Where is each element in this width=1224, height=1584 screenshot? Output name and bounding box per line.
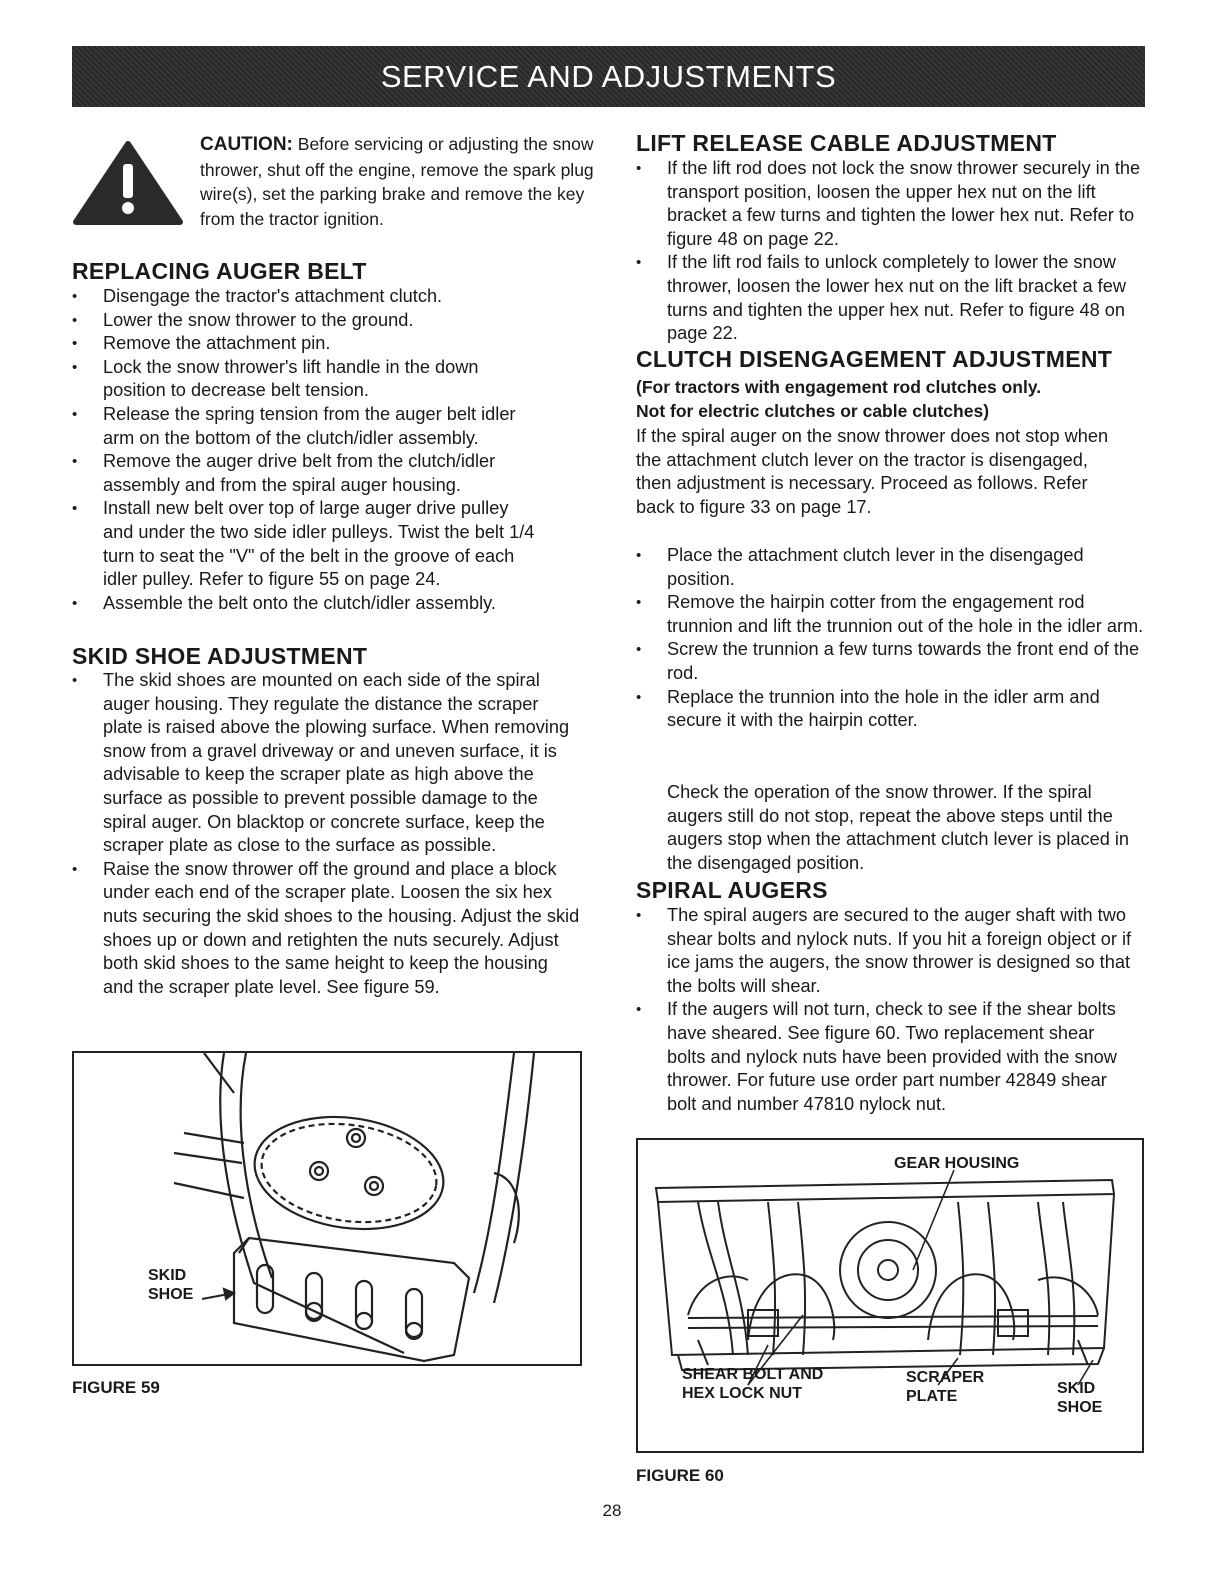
heading-replacing-auger-belt: REPLACING AUGER BELT	[72, 258, 367, 284]
skid-label-1: SKID	[148, 1267, 187, 1284]
figure-59	[72, 1051, 582, 1366]
heading-clutch-disengagement: CLUTCH DISENGAGEMENT ADJUSTMENT	[636, 346, 1113, 372]
list-item: • Remove the hairpin cotter from the engagement rod trunnion and lift the trunnion out of the hole in the idler arm.	[636, 591, 1146, 638]
list-item: • Install new belt over top of large auger drive pulley and under the two side idler pulleys. Twist the belt 1/4 turn to seat the "V" of the belt in the groove of each idler pulley. Refer to figure 55 on page 24.	[72, 497, 542, 591]
list-item: • The spiral augers are secured to the auger shaft with two shear bolts and nylock nuts. If you hit a foreign object or if ice jams the augers, the snow thrower is designed so that the bolts will shear.	[636, 904, 1136, 998]
list-item: • If the lift rod fails to unlock completely to lower the snow thrower, loosen the lower hex nut on the lift bracket a few turns and tighten the upper hex nut. Refer to figure 48 on page 22.	[636, 251, 1146, 345]
list-item: • Raise the snow thrower off the ground and place a block under each end of the scraper plate. Loosen the six hex nuts securing the skid shoes to the housing. Adjust the skid shoes up or down and retighten the nuts securely. Adjust both skid shoes to the same height to keep the housing and the scraper plate level. See figure 59.	[72, 858, 582, 1000]
skid-shoe-label-2: SHOE	[1057, 1399, 1103, 1416]
figure-60	[636, 1138, 1144, 1453]
list-skid-shoe	[72, 669, 582, 999]
clutch-intro: If the spiral auger on the snow thrower does not stop when the attachment clutch lever on the tractor is disengaged, then adjustment is necessary. Proceed as follows. Refer back to figure 33 on page 17.	[636, 426, 1109, 517]
list-item: • If the lift rod does not lock the snow thrower securely in the transport position, loosen the upper hex nut on the lift bracket a few turns and tighten the lower hex nut. Refer to figure 48 on page 22.	[636, 157, 1146, 251]
list-item: • Assemble the belt onto the clutch/idler assembly.	[72, 592, 542, 616]
list-item: • Place the attachment clutch lever in the disengaged position.	[636, 544, 1146, 591]
page-title: SERVICE AND ADJUSTMENTS	[380, 58, 837, 94]
list-item: • Release the spring tension from the auger belt idler arm on the bottom of the clutch/idler assembly.	[72, 403, 542, 450]
clutch-subheading-1: (For tractors with engagement rod clutches only.	[636, 377, 1042, 397]
figure-60-caption: FIGURE 60	[636, 1466, 724, 1485]
caution-text	[200, 132, 595, 231]
skid-shoe-label-1: SKID	[1057, 1380, 1096, 1397]
skid-shoe-illustration	[74, 1053, 580, 1364]
list-item: • Lock the snow thrower's lift handle in the down position to decrease belt tension.	[72, 356, 542, 403]
list-item: • The skid shoes are mounted on each side of the spiral auger housing. They regulate the distance the scraper plate is raised above the plowing surface. When removing snow from a gravel driveway or and uneven surface, it is advisable to keep the scraper plate as high above the surface as possible to prevent possible damage to the spiral auger. On blacktop or concrete surface, keep the scraper plate as close to the surface as possible.	[72, 669, 582, 858]
list-item: • Screw the trunnion a few turns towards the front end of the rod.	[636, 638, 1146, 685]
heading-spiral-augers: SPIRAL AUGERS	[636, 877, 828, 903]
scraper-label-1: SCRAPER	[906, 1369, 985, 1386]
clutch-subheading-2: Not for electric clutches or cable clutches)	[636, 401, 990, 421]
clutch-outro: Check the operation of the snow thrower. If the spiral augers still do not stop, repeat the above steps until the augers stop when the attachment clutch lever is placed in the disengaged position.	[667, 782, 1130, 873]
skid-label-2: SHOE	[148, 1286, 194, 1303]
list-item: • Remove the attachment pin.	[72, 332, 542, 356]
list-item: • Lower the snow thrower to the ground.	[72, 309, 542, 333]
heading-lift-release: LIFT RELEASE CABLE ADJUSTMENT	[636, 130, 1057, 156]
caution-block	[72, 132, 594, 232]
list-replacing-auger-belt	[72, 285, 542, 615]
scraper-label-2: PLATE	[906, 1388, 958, 1405]
section-banner	[72, 46, 1145, 107]
shear-bolt-label-1: SHEAR BOLT AND	[682, 1366, 824, 1383]
list-lift-release	[636, 157, 1146, 346]
page-number: 28	[602, 1501, 622, 1520]
gear-housing-label: GEAR HOUSING	[894, 1155, 1020, 1172]
heading-skid-shoe-adjustment: SKID SHOE ADJUSTMENT	[72, 643, 368, 669]
list-item: • Replace the trunnion into the hole in the idler arm and secure it with the hairpin cotter.	[636, 686, 1146, 733]
list-item: • Disengage the tractor's attachment clutch.	[72, 285, 542, 309]
caution-label: CAUTION:	[200, 134, 293, 155]
warning-icon	[72, 140, 184, 226]
list-clutch	[636, 544, 1146, 733]
list-spiral-augers	[636, 904, 1136, 1116]
list-item: • If the augers will not turn, check to see if the shear bolts have sheared. See figure 60. Two replacement shear bolts and nylock nuts have been provided with the snow thrower. For future use order part number 42849 shear bolt and number 47810 nylock nut.	[636, 998, 1136, 1116]
list-item: • Remove the auger drive belt from the clutch/idler assembly and from the spiral auger housing.	[72, 450, 542, 497]
figure-59-caption: FIGURE 59	[72, 1378, 160, 1397]
caution-body: Before servicing or adjusting the snow thrower, shut off the engine, remove the spark plug wire(s), set the parking brake and remove the key from the tractor ignition.	[200, 134, 594, 229]
shear-bolt-label-2: HEX LOCK NUT	[682, 1385, 802, 1402]
